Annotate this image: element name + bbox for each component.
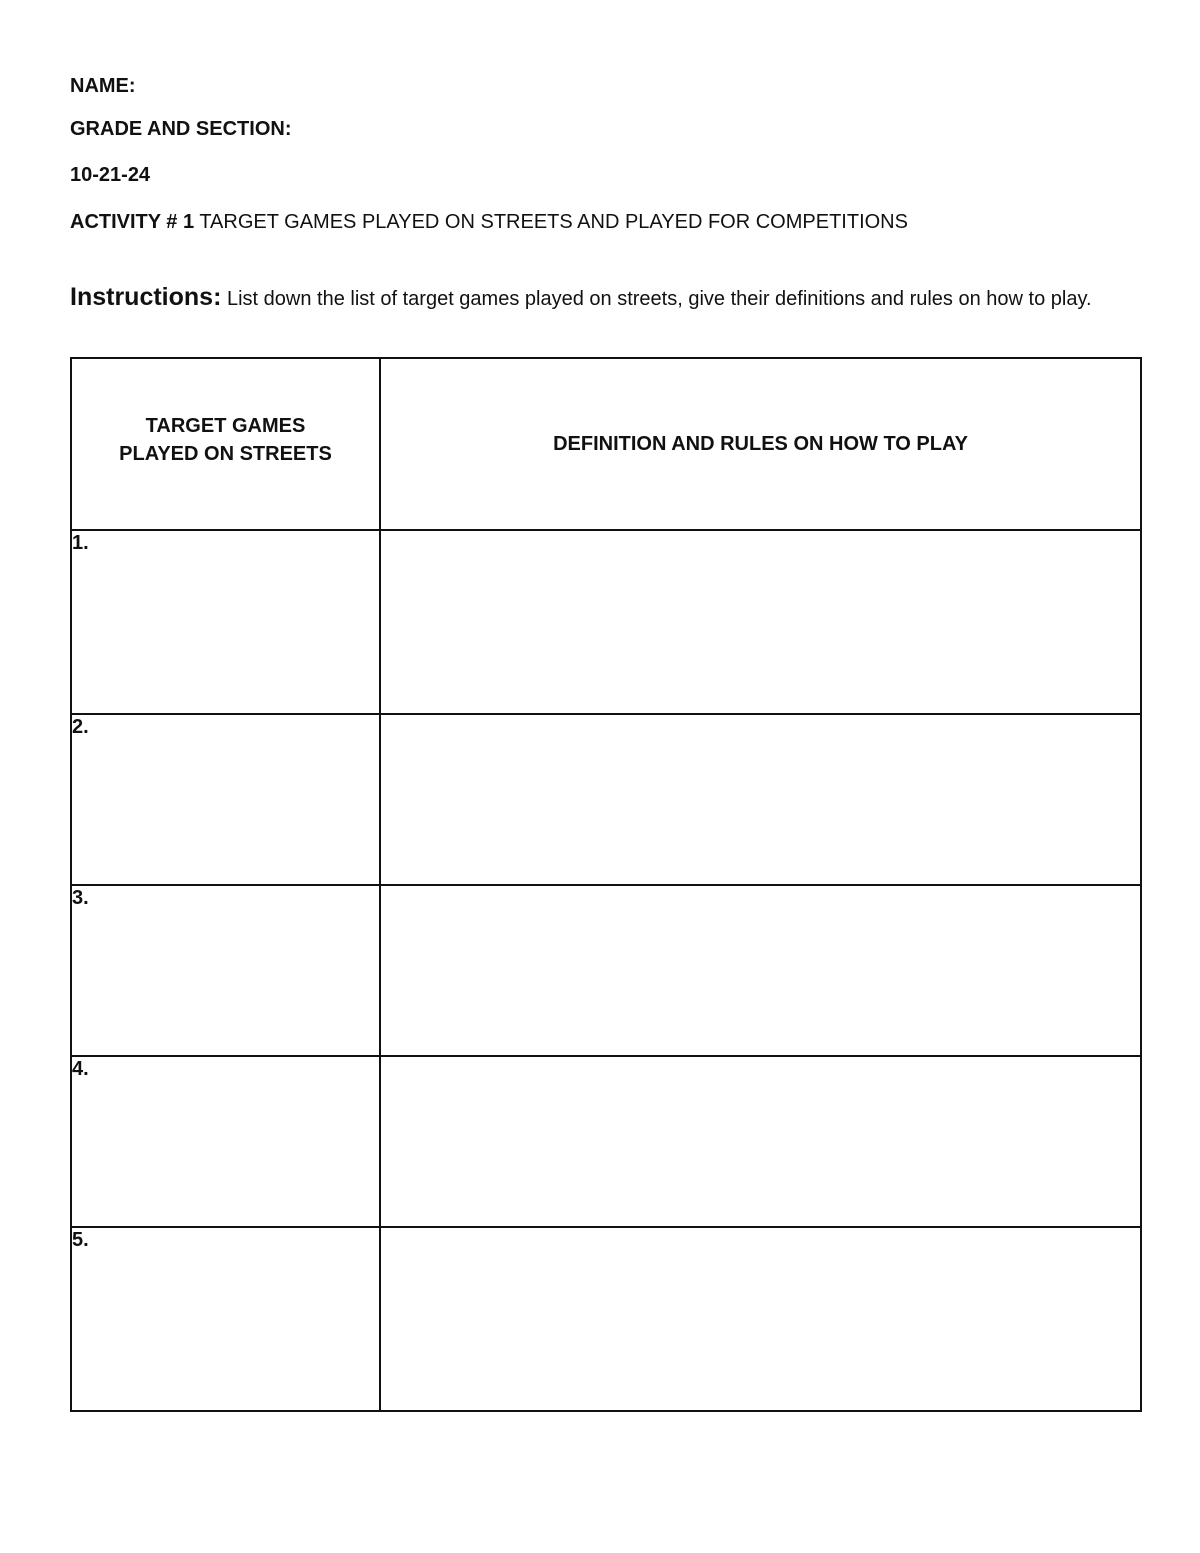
game-cell-2[interactable]: 2. xyxy=(71,714,380,885)
table-row xyxy=(71,530,1141,714)
game-cell-3[interactable]: 3. xyxy=(71,885,380,1056)
activity-title: TARGET GAMES PLAYED ON STREETS AND PLAYED FOR COMPETITIONS xyxy=(194,211,908,233)
definition-cell-5[interactable] xyxy=(380,1227,1141,1411)
table-row xyxy=(71,885,1141,1056)
definition-column-header: DEFINITION AND RULES ON HOW TO PLAY xyxy=(380,358,1141,530)
instructions-label: Instructions: xyxy=(70,283,222,311)
table-header-row xyxy=(71,358,1141,530)
game-cell-4[interactable]: 4. xyxy=(71,1056,380,1227)
games-header-line2: PLAYED ON STREETS xyxy=(119,443,332,465)
activity-heading xyxy=(70,207,970,237)
table-row xyxy=(71,714,1141,885)
definition-cell-4[interactable] xyxy=(380,1056,1141,1227)
name-label: NAME: xyxy=(70,75,136,97)
date-text: 10-21-24 xyxy=(70,164,151,186)
game-cell-1[interactable]: 1. xyxy=(71,530,380,714)
instructions xyxy=(70,282,1130,315)
table-row xyxy=(71,1227,1141,1411)
definition-cell-1[interactable] xyxy=(380,530,1141,714)
table-row xyxy=(71,1056,1141,1227)
definition-cell-2[interactable] xyxy=(380,714,1141,885)
game-cell-5[interactable]: 5. xyxy=(71,1227,380,1411)
grade-section-label: GRADE AND SECTION: xyxy=(70,118,292,140)
instructions-text: List down the list of target games played on streets, give their definitions and rules on how to play. xyxy=(221,288,1092,310)
definition-cell-3[interactable] xyxy=(380,885,1141,1056)
activity-table xyxy=(70,357,1142,1412)
games-header-line1: TARGET GAMES xyxy=(145,415,306,437)
games-column-header xyxy=(71,358,380,530)
activity-label: ACTIVITY # 1 xyxy=(70,211,195,233)
